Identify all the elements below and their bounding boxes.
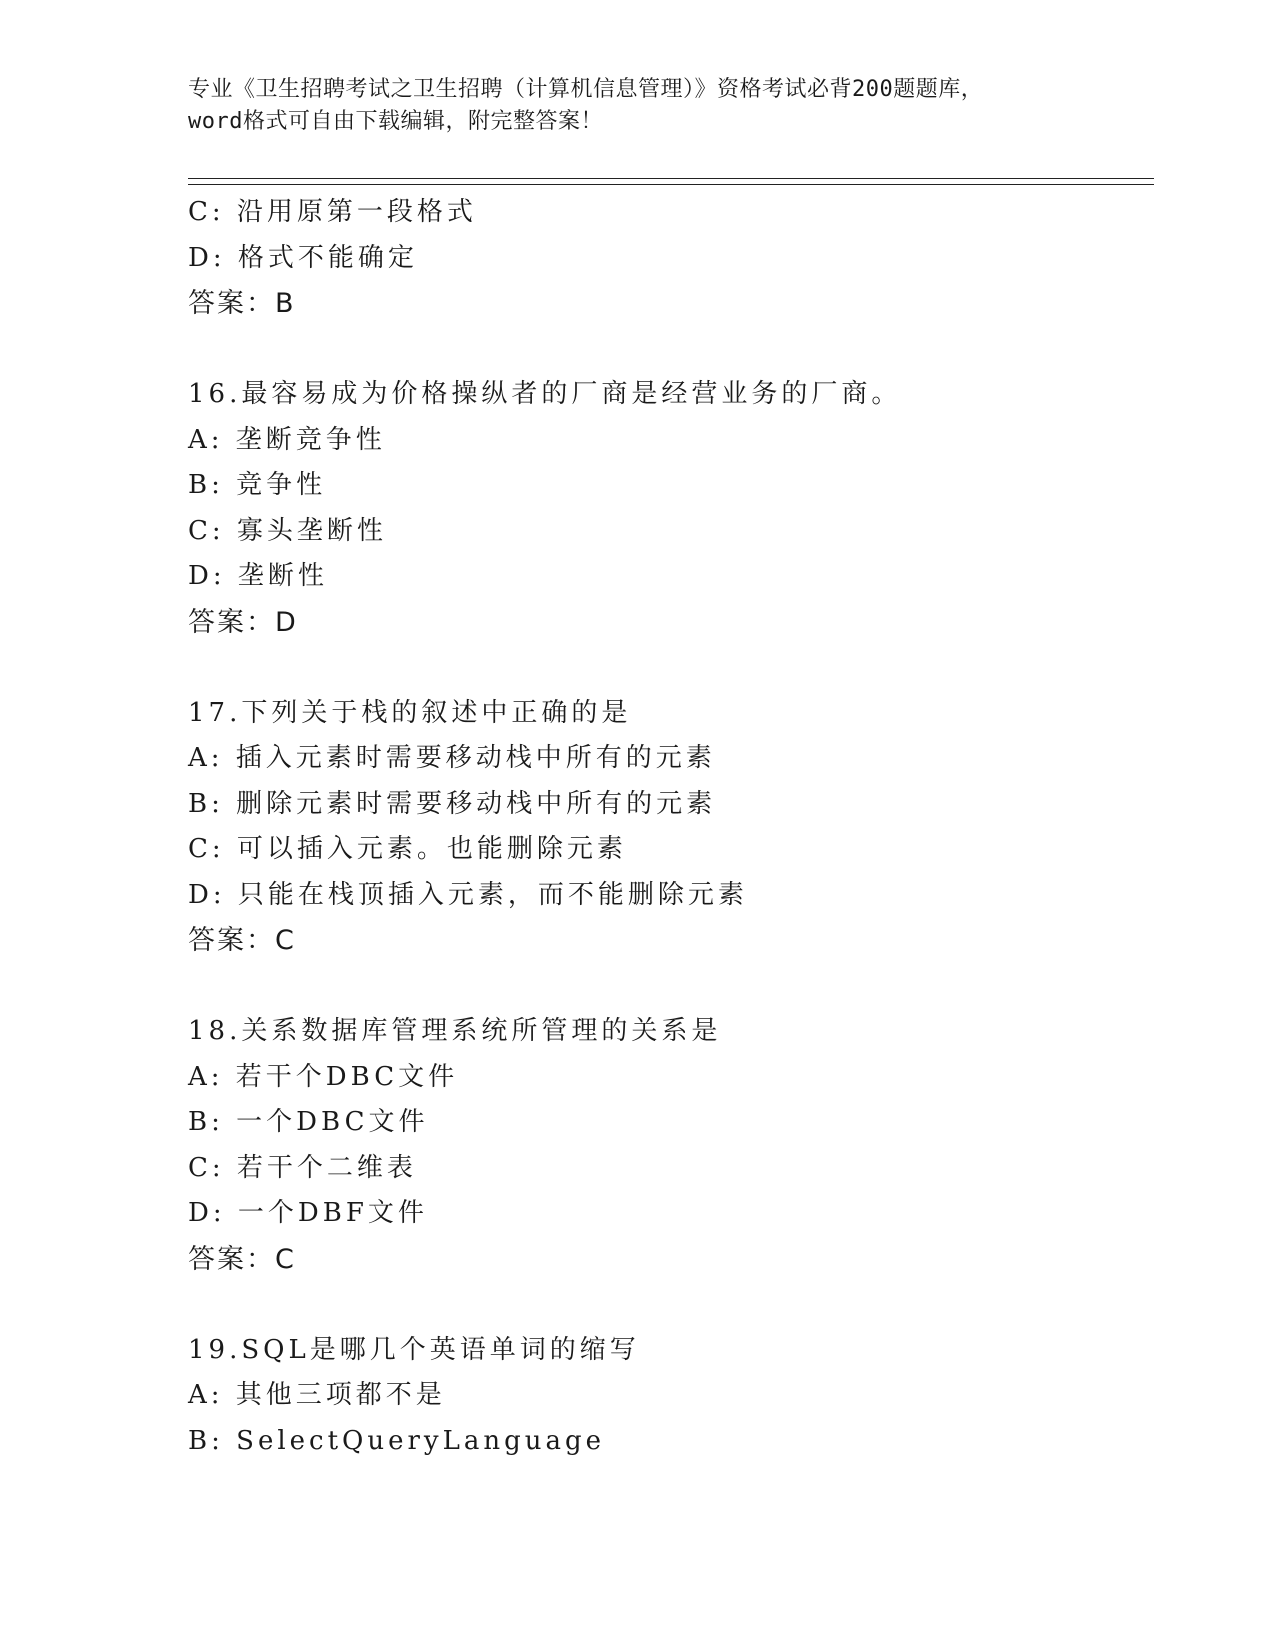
spacer [188, 645, 1154, 691]
header-line-1: 专业《卫生招聘考试之卫生招聘（计算机信息管理）》资格考试必背200题题库， [188, 77, 984, 102]
answer-line: 答案：C [188, 925, 296, 956]
answer-line: 答案：B [188, 288, 296, 319]
option-line: C: 若干个二维表 [188, 1152, 417, 1183]
spacer [188, 327, 1154, 373]
option-line: D: 一个DBF文件 [188, 1198, 428, 1228]
option-line: D: 格式不能确定 [188, 242, 418, 273]
option-line: D: 只能在栈顶插入元素，而不能删除元素 [188, 879, 748, 910]
option-line: A: 其他三项都不是 [188, 1380, 446, 1410]
option-line: B: SelectQueryLanguage [188, 1425, 606, 1456]
option-line: C: 可以插入元素。也能删除元素 [188, 834, 627, 864]
option-line: C: 寡头垄断性 [188, 515, 387, 546]
question-text: 17.下列关于栈的叙述中正确的是 [188, 697, 632, 728]
option-line: B: 删除元素时需要移动栈中所有的元素 [188, 788, 717, 819]
question-text: 19.SQL是哪几个英语单词的缩写 [188, 1334, 640, 1365]
answer-line: 答案：C [188, 1243, 296, 1275]
answer-line: 答案：D [188, 606, 298, 638]
option-line: A: 插入元素时需要移动栈中所有的元素 [188, 743, 716, 773]
question-list [188, 190, 1154, 1464]
header-line-2: word格式可自由下载编辑，附完整答案！ [188, 109, 603, 134]
spacer [188, 964, 1154, 1010]
header-divider-bottom [188, 184, 1154, 185]
spacer [188, 1282, 1154, 1328]
option-line: A: 若干个DBC文件 [188, 1061, 459, 1092]
option-line: B: 一个DBC文件 [188, 1107, 429, 1137]
question-text: 18.关系数据库管理系统所管理的关系是 [188, 1016, 722, 1046]
option-line: B: 竞争性 [188, 470, 327, 500]
header-divider-top [188, 178, 1154, 179]
option-line: D: 垄断性 [188, 561, 328, 591]
option-line: C: 沿用原第一段格式 [188, 197, 477, 227]
question-text: 16.最容易成为价格操纵者的厂商是经营业务的厂商。 [188, 379, 902, 409]
option-line: A: 垄断竞争性 [188, 424, 386, 455]
document-header [188, 74, 1088, 138]
